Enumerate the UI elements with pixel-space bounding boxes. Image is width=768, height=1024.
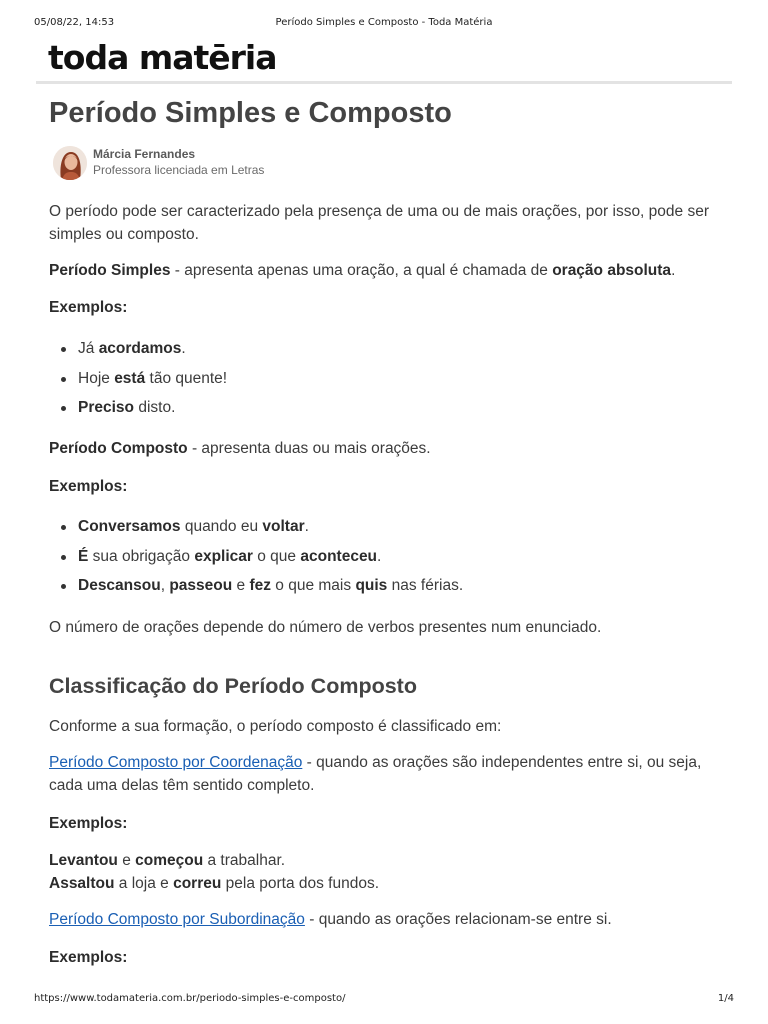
subordinacao-paragraph: Período Composto por Subordinação - quando as orações relacionam-se entre si. <box>49 911 612 928</box>
coordenacao-paragraph: Período Composto por Coordenação - quando as orações são independentes entre si, ou seja, cada uma delas têm sentido completo. <box>49 754 702 794</box>
example-line: Assaltou a loja e correu pela porta dos fundos. <box>49 874 380 892</box>
author-photo-icon <box>53 146 87 180</box>
header-divider <box>36 81 732 84</box>
examples-label: Exemplos: <box>49 815 128 832</box>
site-logo[interactable]: toda matēria <box>48 38 277 77</box>
term-periodo-simples: Período Simples <box>49 262 171 279</box>
print-datetime: 05/08/22, 14:53 <box>34 17 115 28</box>
list-item: Descansou, passeou e fez o que mais quis nas férias. <box>49 575 463 605</box>
coordenacao-examples <box>49 850 721 895</box>
link-periodo-composto-coordenacao[interactable]: Período Composto por Coordenação <box>49 754 303 771</box>
composto-examples-list <box>49 516 463 605</box>
author-role: Professora licenciada em Letras <box>93 163 265 177</box>
examples-label: Exemplos: <box>49 478 128 495</box>
author-avatar[interactable] <box>53 146 87 180</box>
list-item: É sua obrigação explicar o que aconteceu. <box>49 546 463 576</box>
list-item: Preciso disto. <box>49 397 227 427</box>
examples-label: Exemplos: <box>49 949 128 966</box>
classificacao-intro: Conforme a sua formação, o período composto é classificado em: <box>49 718 502 735</box>
print-url: https://www.todamateria.com.br/periodo-simples-e-composto/ <box>34 993 346 1004</box>
examples-label: Exemplos: <box>49 299 128 316</box>
print-page-title: Período Simples e Composto - Toda Matéria <box>275 17 493 28</box>
periodo-simples-definition: Período Simples - apresenta apenas uma oração, a qual é chamada de oração absoluta. <box>49 262 676 279</box>
page-title: Período Simples e Composto <box>49 97 452 129</box>
numero-oracoes-paragraph: O número de orações depende do número de verbos presentes num enunciado. <box>49 619 602 636</box>
periodo-composto-definition: Período Composto - apresenta duas ou mais orações. <box>49 440 431 457</box>
example-line: Levantou e começou a trabalhar. <box>49 852 286 869</box>
author-name[interactable]: Márcia Fernandes <box>93 147 196 161</box>
intro-paragraph: O período pode ser caracterizado pela presença de uma ou de mais orações, por isso, pode ser simples ou composto. <box>49 203 709 243</box>
list-item: Conversamos quando eu voltar. <box>49 516 463 546</box>
simples-examples-list <box>49 338 227 427</box>
list-item: Hoje está tão quente! <box>49 368 227 398</box>
list-item: Já acordamos. <box>49 338 227 368</box>
term-periodo-composto: Período Composto <box>49 440 188 457</box>
section-heading-classificacao: Classificação do Período Composto <box>49 674 417 698</box>
print-page-number: 1/4 <box>717 993 734 1004</box>
link-periodo-composto-subordinacao[interactable]: Período Composto por Subordinação <box>49 911 305 928</box>
